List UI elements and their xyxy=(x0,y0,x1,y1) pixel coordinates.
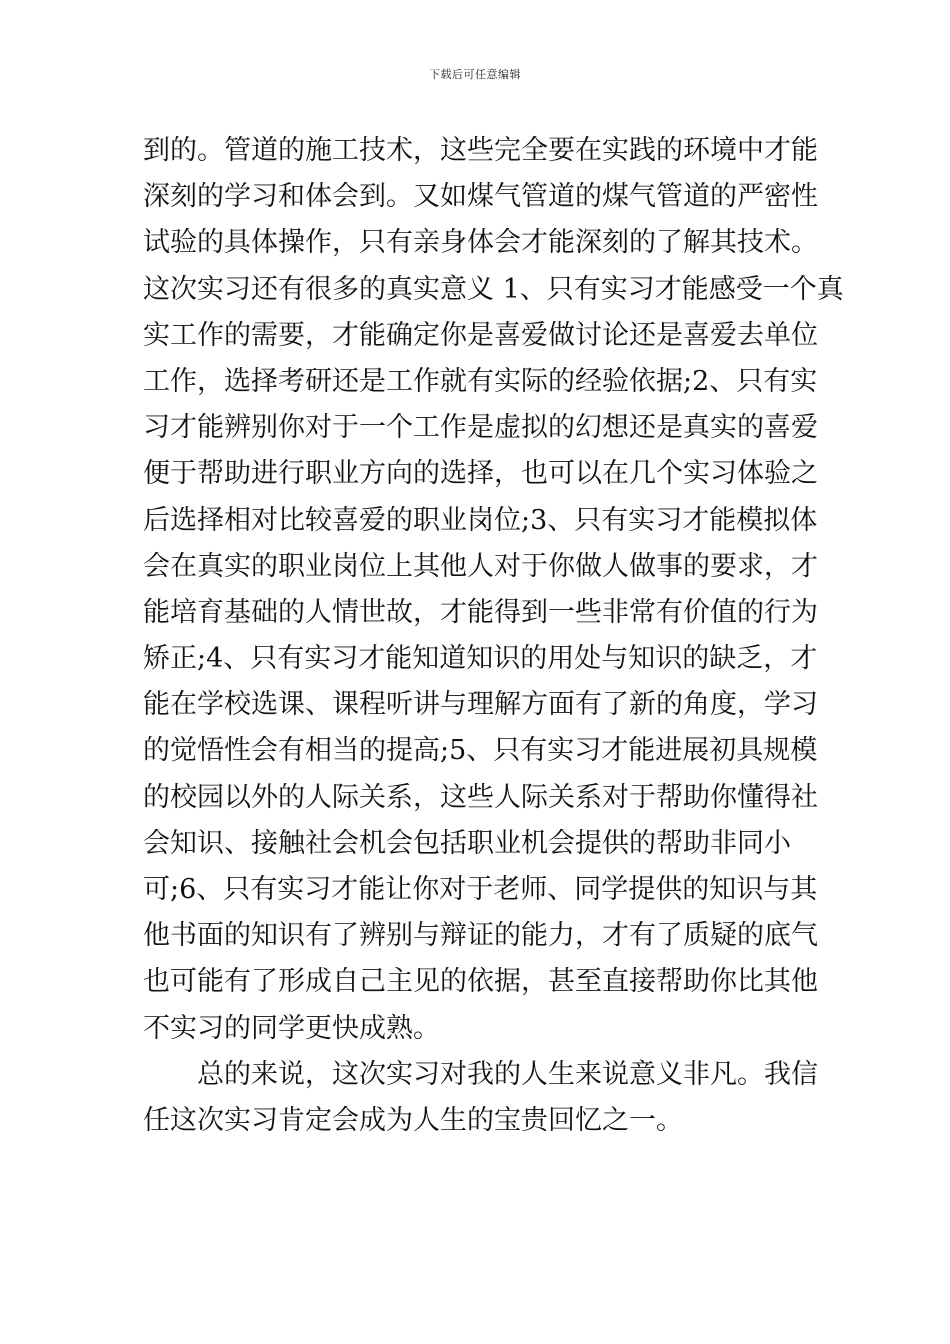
text-line: 的校园以外的人际关系，这些人际关系对于帮助你懂得社 xyxy=(143,781,818,813)
text-line: 他书面的知识有了辨别与辩证的能力，才有了质疑的底气 xyxy=(143,920,818,952)
text-line: 实工作的需要，才能确定你是喜爱做讨论还是喜爱去单位 xyxy=(143,319,818,351)
text-line: 能在学校选课、课程听讲与理解方面有了新的角度，学习 xyxy=(143,689,818,721)
text-line: 也可能有了形成自己主见的依据，甚至直接帮助你比其他 xyxy=(143,966,818,998)
text-line: 深刻的学习和体会到。又如煤气管道的煤气管道的严密性 xyxy=(143,181,818,213)
text-line: 会知识、接触社会机会包括职业机会提供的帮助非同小 xyxy=(143,827,791,859)
text-line: 到的。管道的施工技术，这些完全要在实践的环境中才能 xyxy=(143,135,818,166)
page-header: 下载后可任意编辑 xyxy=(429,68,521,81)
text-line: 能培育基础的人情世故，才能得到一些非常有价值的行为 xyxy=(143,596,818,628)
text-line: 便于帮助进行职业方向的选择，也可以在几个实习体验之 xyxy=(143,458,818,490)
paragraph-first-line: 总的来说，这次实习对我的人生来说意义非凡。我信 xyxy=(197,1058,818,1090)
text-line: 会在真实的职业岗位上其他人对于你做人做事的要求，才 xyxy=(143,550,818,582)
text-line: 试验的具体操作，只有亲身体会才能深刻的了解其技术。 xyxy=(143,227,818,259)
text-line: 的觉悟性会有相当的提高;5、只有实习才能进展初具规模 xyxy=(143,735,818,767)
text-line: 这次实习还有很多的真实意义 1、只有实习才能感受一个真 xyxy=(143,273,844,305)
text-line: 矫正;4、只有实习才能知道知识的用处与知识的缺乏，才 xyxy=(143,643,818,675)
text-line: 不实习的同学更快成熟。 xyxy=(143,1012,440,1044)
text-line: 习才能辨别你对于一个工作是虚拟的幻想还是真实的喜爱 xyxy=(143,412,818,444)
text-line: 后选择相对比较喜爱的职业岗位;3、只有实习才能模拟体 xyxy=(143,504,818,536)
text-line: 工作，选择考研还是工作就有实际的经验依据;2、只有实 xyxy=(143,365,818,397)
text-line: 可;6、只有实习才能让你对于老师、同学提供的知识与其 xyxy=(143,874,818,905)
document-body xyxy=(143,128,844,1144)
text-line: 任这次实习肯定会成为人生的宝贵回忆之一。 xyxy=(143,1104,683,1136)
